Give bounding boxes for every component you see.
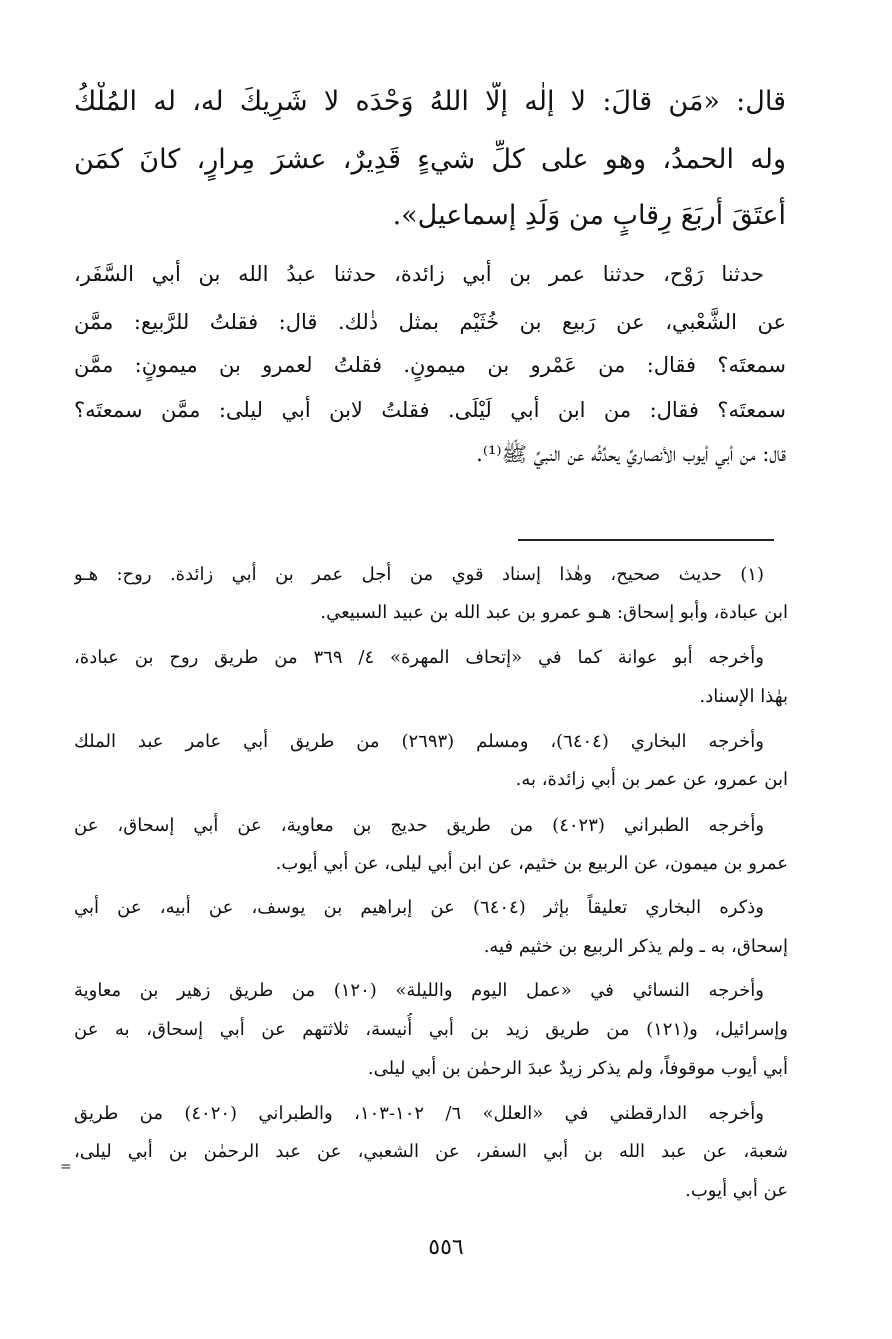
isnad-line: سمعتَه؟ فقال: من عَمْرو بن ميمونٍ. فقلتُ لعمرو بن ميمونٍ: ممَّن bbox=[74, 353, 786, 377]
footnote-line: عمرو بن ميمون، عن الربيع بن خثيم، عن ابن أبي ليلى، عن أبي أيوب. bbox=[275, 853, 788, 874]
isnad-line: حدثنا رَوْح، حدثنا عمر بن أبي زائدة، حدثنا عبدُ الله بن أبي السَّفَر، bbox=[74, 262, 764, 286]
isnad-line: عن الشَّعْبي، عن رَبيع بن خُثَيْم بمثل ذٰلك. قال: فقلتُ للرَّبيع: ممَّن bbox=[74, 310, 786, 334]
footnote-line: وأخرجه الطبراني (٤٠٢٣) من طريق حديج بن معاوية، عن أبي إسحاق، عن bbox=[74, 815, 764, 836]
hadith-text-line: وله الحمدُ، وهو على كلِّ شيءٍ قَدِيرٌ، عشرَ مِرارٍ، كانَ كمَن bbox=[74, 144, 786, 175]
hadith-text-line: أَعتَقَ أَربَعَ رِقابٍ من وَلَدِ إسماعيل». bbox=[392, 200, 786, 231]
footnote-line: أبي أيوب موقوفاً، ولم يذكر زيدٌ عبدَ الرحمٰن بن أبي ليلى. bbox=[367, 1058, 788, 1079]
footnote-line: وإسرائيل، و(١٢١) من طريق زيد بن أبي أُنيسة، ثلاثتهم عن أبي إسحاق، به عن bbox=[74, 1019, 788, 1040]
footnote-line: إسحاق، به ـ ولم يذكر الربيع بن خثيم فيه. bbox=[483, 936, 788, 957]
footnote-line: عن أبي أيوب. bbox=[685, 1180, 788, 1201]
isnad-line: قال: من أبي أيوب الأنصاريِّ يحدِّثُه عن النبيِّ ﷺ⁽¹⁾. bbox=[476, 442, 786, 466]
footnote-line: وأخرجه البخاري (٦٤٠٤)، ومسلم (٢٦٩٣) من طريق أبي عامر عبد الملك bbox=[74, 731, 764, 752]
hadith-text-line: قال: «مَن قالَ: لا إلٰه إلّا اللهُ وَحْدَه لا شَرِيكَ له، له المُلْكُ bbox=[74, 86, 786, 117]
footnote-line: وذكره البخاري تعليقاً بإثر (٦٤٠٤) عن إبراهيم بن يوسف، عن أبيه، عن أبي bbox=[74, 897, 764, 918]
margin-mark: = bbox=[60, 1159, 72, 1175]
footnote-line: ابن عمرو، عن عمر بن أبي زائدة، به. bbox=[515, 769, 788, 790]
footnote-line: وأخرجه أبو عوانة كما في «إتحاف المهرة» ٤/ ٣٦٩ من طريق روح بن عبادة، bbox=[74, 647, 764, 668]
page-number: ٥٥٦ bbox=[428, 1235, 464, 1260]
footnote-line: بهٰذا الإسناد. bbox=[699, 686, 788, 707]
footnote-line: وأخرجه النسائي في «عمل اليوم والليلة» (١٢٠) من طريق زهير بن معاوية bbox=[74, 980, 764, 1001]
footnote-line: وأخرجه الدارقطني في «العلل» ٦/ ١٠٢-١٠٣، والطبراني (٤٠٢٠) من طريق bbox=[74, 1103, 764, 1124]
isnad-line: سمعتَه؟ فقال: من ابن أبي لَيْلَى. فقلتُ لابن أبي ليلى: ممَّن سمعتَه؟ bbox=[74, 398, 786, 422]
footnote-line: (١) حديث صحيح، وهٰذا إسناد قوي من أجل عمر بن أبي زائدة. روح: هـو bbox=[74, 564, 764, 585]
footnote-line: شعبة، عن عبد الله بن أبي السفر، عن الشعبي، عن عبد الرحمٰن بن أبي ليلى، bbox=[74, 1141, 788, 1162]
footnote-separator bbox=[518, 539, 774, 541]
footnote-line: ابن عبادة، وأبو إسحاق: هـو عمرو بن عبد الله بن عبيد السبيعي. bbox=[320, 602, 788, 623]
